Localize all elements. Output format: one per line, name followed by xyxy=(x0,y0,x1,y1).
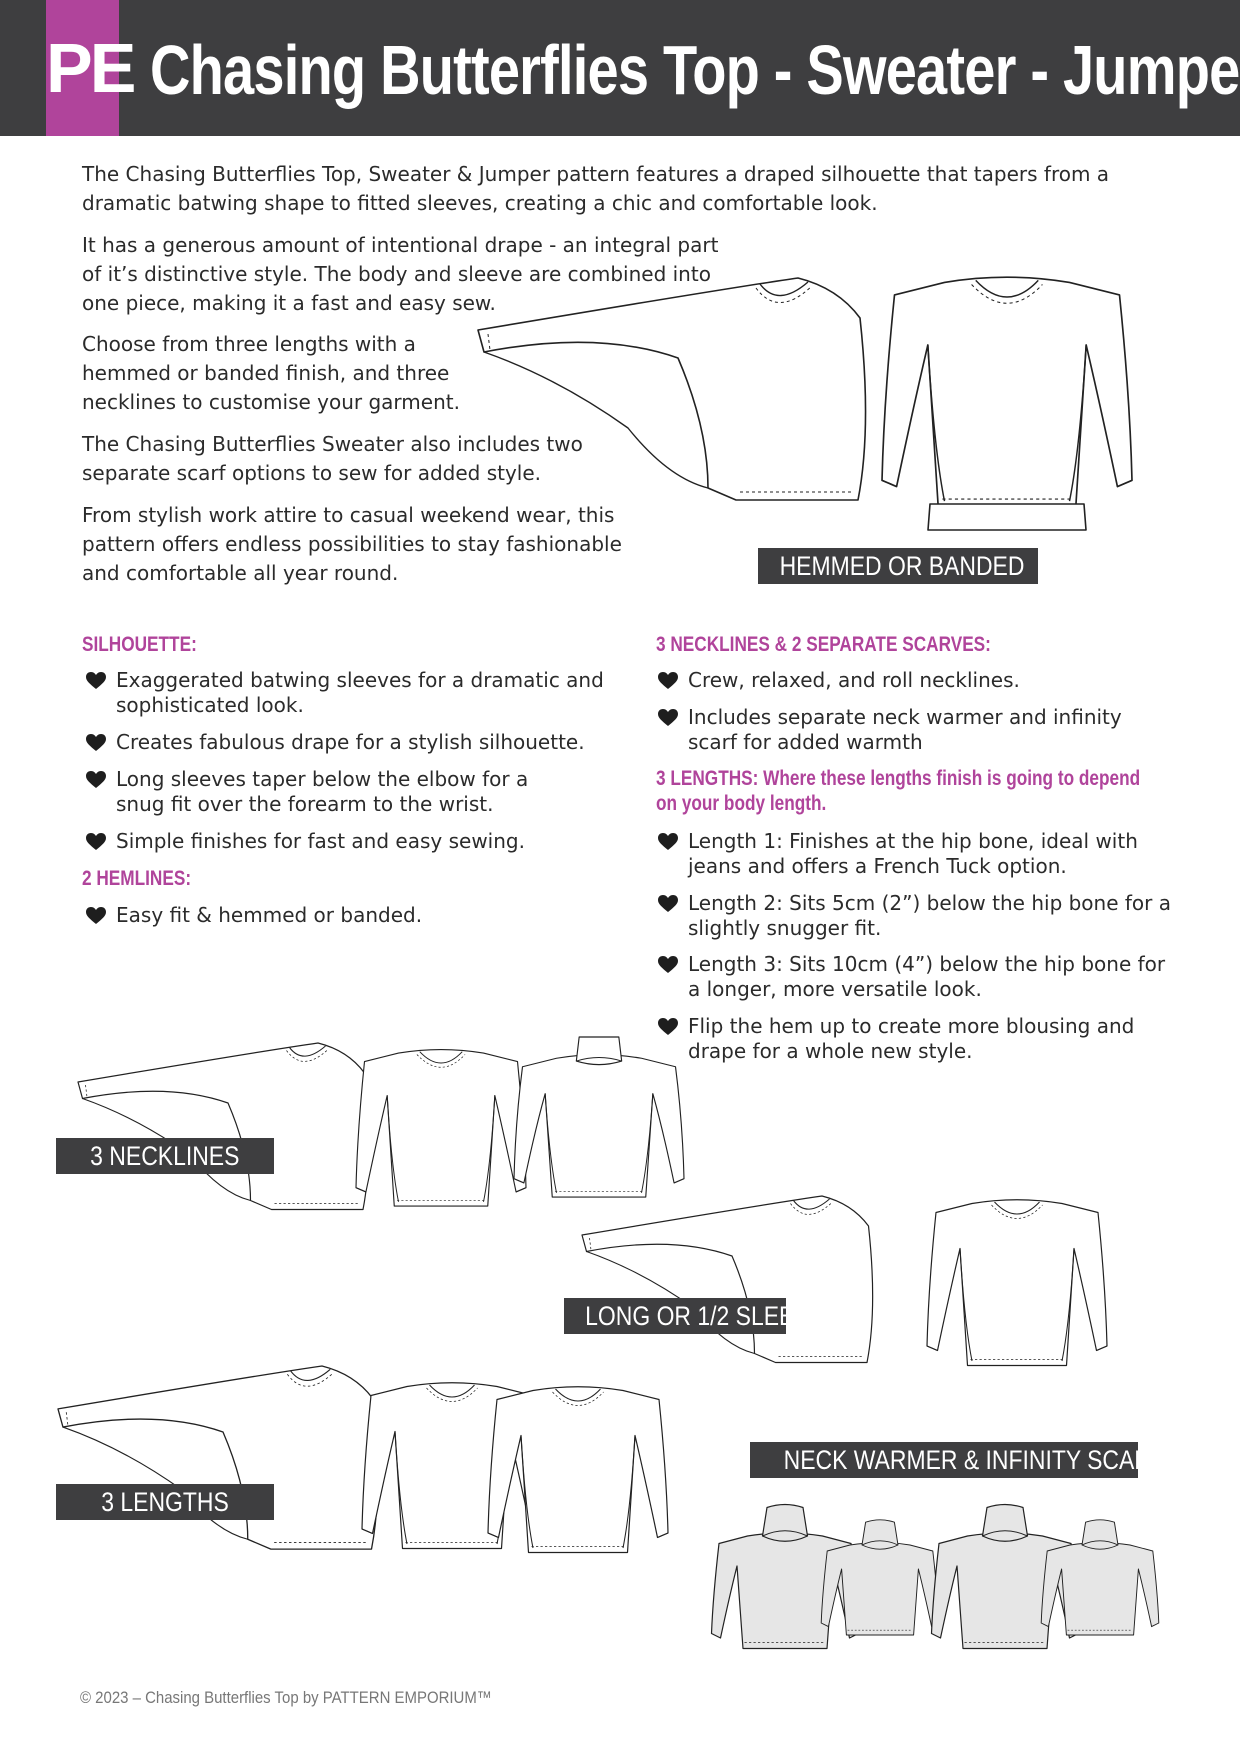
label-3-lengths: 3 LENGTHS xyxy=(56,1484,274,1520)
heart-icon xyxy=(658,709,678,727)
bullet-item: Length 3: Sits 10cm (4”) below the hip bone for a longer, more versatile look. xyxy=(658,952,1168,1002)
heart-icon xyxy=(658,672,678,690)
bullet-item: Long sleeves taper below the elbow for a snug fit over the forearm to the wrist. xyxy=(86,767,576,817)
bullet-item: Simple finishes for fast and easy sewing. xyxy=(86,829,676,854)
banded-top-illustration xyxy=(862,272,1162,532)
label-3-necklines: 3 NECKLINES xyxy=(56,1138,274,1174)
intro-paragraph-2: It has a generous amount of intentional drape - an integral part of it’s distinctive style. The body and sleeve are combined into one piece, making it a fast and easy sew. xyxy=(82,233,719,315)
hemlines-title: 2 HEMLINES: xyxy=(82,867,192,890)
footer-copyright: © 2023 – Chasing Butterflies Top by PATTERN EMPORIUM™ xyxy=(80,1688,492,1707)
bullet-item: Includes separate neck warmer and infinity scarf for added warmth xyxy=(658,705,1168,755)
heart-icon xyxy=(86,907,106,925)
lengths-title: 3 LENGTHS: Where these lengths finish is going to depend on your body length. xyxy=(656,767,1141,815)
label-hemmed-or-banded: HEMMED OR BANDED xyxy=(758,548,1038,584)
necklines-illustration xyxy=(78,1020,658,1220)
bullet-item: Length 2: Sits 5cm (2”) below the hip bone for a slightly snugger fit. xyxy=(658,891,1188,941)
bullet-item: Easy fit & hemmed or banded. xyxy=(86,903,616,928)
heart-icon xyxy=(658,956,678,974)
intro-paragraph-3: Choose from three lengths with a hemmed or banded finish, and three necklines to customise your garment. xyxy=(82,332,460,414)
intro-paragraph-5: From stylish work attire to casual weekend wear, this pattern offers endless possibilities to stay fashionable and comfortable all year round. xyxy=(82,503,622,585)
label-long-or-half-sleeve: LONG OR 1/2 SLEEVE xyxy=(564,1298,786,1334)
scarf-illustration xyxy=(710,1506,1160,1656)
page-title: Chasing Butterflies Top - Sweater - Jumper xyxy=(150,31,1260,109)
heart-icon xyxy=(86,833,106,851)
label-neck-warmer-infinity-scarf: NECK WARMER & INFINITY SCARF xyxy=(750,1442,1138,1478)
intro-paragraph-1: The Chasing Butterflies Top, Sweater & Jumper pattern features a draped silhouette that tapers from a dramatic batwing shape to fitted sleeves, creating a chic and comfortable look. xyxy=(82,162,1110,215)
page-header xyxy=(0,0,1260,136)
pe-logo: PE xyxy=(46,0,119,136)
heart-icon xyxy=(658,833,678,851)
heart-icon xyxy=(658,895,678,913)
lengths-illustration xyxy=(58,1360,678,1600)
heart-icon xyxy=(86,672,106,690)
bullet-item: Creates fabulous drape for a stylish silhouette. xyxy=(86,730,676,755)
necklines-scarves-title: 3 NECKLINES & 2 SEPARATE SCARVES: xyxy=(656,633,991,656)
heart-icon xyxy=(658,1018,678,1036)
hemmed-top-illustration xyxy=(478,278,878,528)
bullet-item: Length 1: Finishes at the hip bone, ideal with jeans and offers a French Tuck option. xyxy=(658,829,1188,879)
bullet-item: Crew, relaxed, and roll necklines. xyxy=(658,668,1188,693)
intro-paragraph-4: The Chasing Butterflies Sweater also includes two separate scarf options to sew for added style. xyxy=(82,432,583,485)
bullet-item: Flip the hem up to create more blousing and drape for a whole new style. xyxy=(658,1014,1188,1064)
sleeve-length-illustration xyxy=(582,1196,1172,1386)
heart-icon xyxy=(86,734,106,752)
bullet-item: Exaggerated batwing sleeves for a dramatic and sophisticated look. xyxy=(86,668,616,718)
intro-paragraph-2-wide-line xyxy=(722,231,1122,260)
heart-icon xyxy=(86,771,106,789)
silhouette-title: SILHOUETTE: xyxy=(82,633,197,656)
